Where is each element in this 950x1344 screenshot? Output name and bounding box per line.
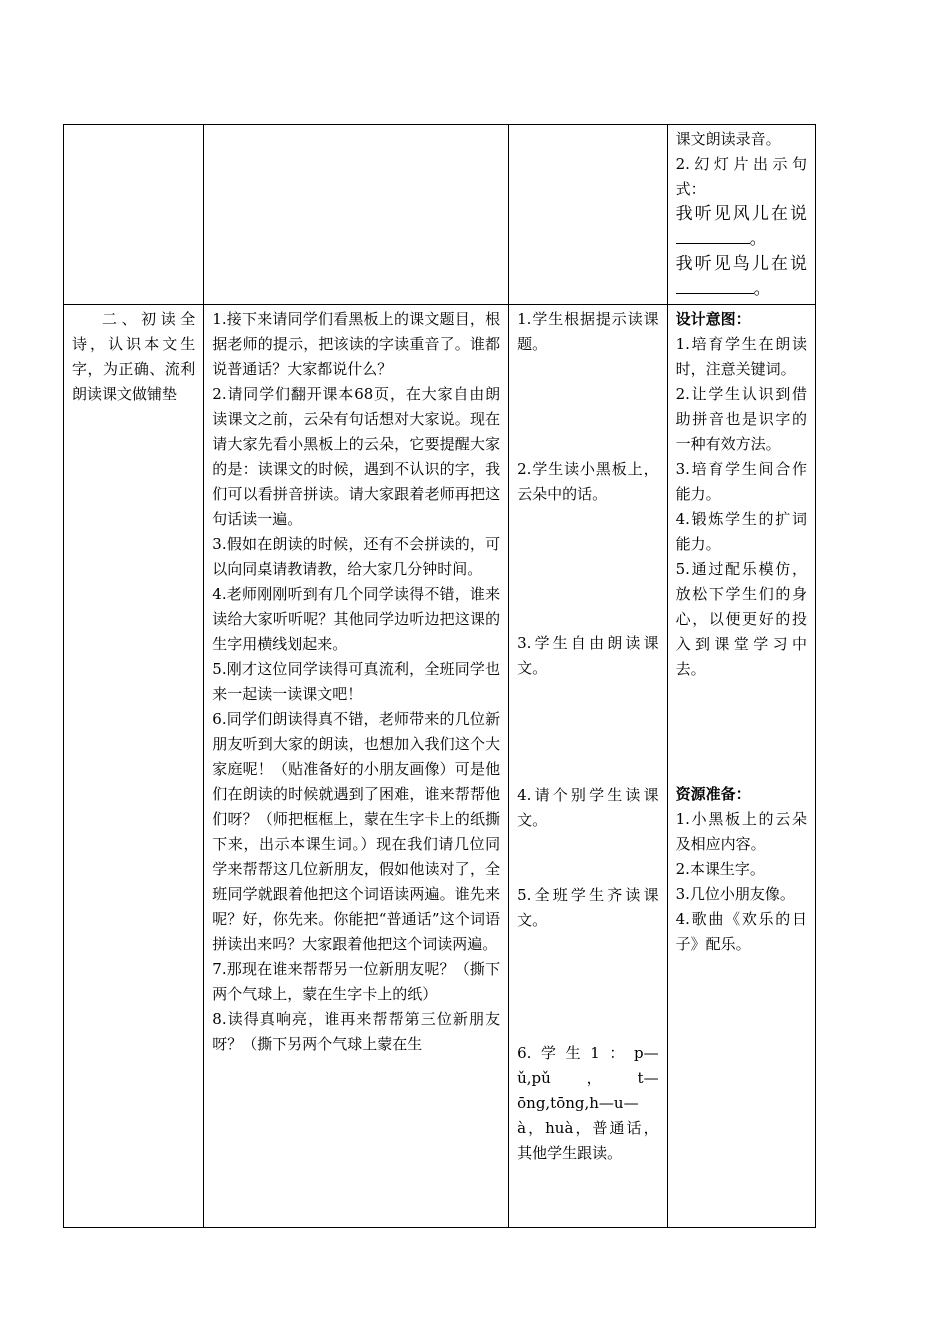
cell-design-resources: [667, 305, 815, 1228]
cell-student-activities: [509, 305, 667, 1228]
table-row-continuation: [64, 125, 816, 305]
spacer: [517, 833, 658, 883]
design-item: 3.培育学生间合作能力。: [675, 460, 807, 503]
cell-student-empty: [509, 125, 667, 305]
resource-item: 2.本课生字。: [675, 860, 765, 878]
student-step-2: 2.学生读小黑板上，云朵中的话。: [517, 460, 659, 503]
cell-stage-title: [64, 305, 204, 1228]
cell-resources-continued: [667, 125, 815, 305]
resource-prep-title: 资源准备：: [675, 785, 751, 803]
cell-stage-empty: [64, 125, 204, 305]
table-row-stage-two: [64, 305, 816, 1228]
teacher-step-1: 1.接下来请同学们看黑板上的课文题目，根据老师的提示，把该读的字读重音了。谁都说普通话？大家都说什么？: [212, 310, 501, 378]
student-step-4: 4.请个别学生读课文。: [517, 786, 659, 829]
text-line: 我听见风儿在说: [675, 204, 807, 224]
lesson-plan-table: [63, 124, 816, 1228]
text-line: 课文朗读录音。: [675, 130, 781, 148]
spacer: [676, 682, 807, 782]
teacher-step-4: 4.老师刚刚听到有几个同学读得不错，谁来读给大家听听呢？其他同学边听边把这课的生字用横线划起来。: [212, 585, 501, 653]
sentence-pattern-wind: [676, 202, 807, 252]
design-item: 4.锻炼学生的扩词能力。: [675, 510, 807, 553]
text-line: 。: [753, 279, 771, 299]
teacher-step-2: 2.请同学们翻开课本68页，在大家自由朗读课文之前，云朵有句话想对大家说。现在请大家先看小黑板上的云朵，它要提醒大家的是：读课文的时候，遇到不认识的字，我们可以看拼音拼读。请大家跟着老师再把这句话读一遍。: [212, 385, 501, 528]
spacer: [517, 681, 658, 783]
cell-teacher-activities: [204, 305, 509, 1228]
sentence-pattern-bird: [676, 252, 807, 302]
spacer: [517, 357, 658, 457]
design-item: 2.让学生认识到借助拼音也是识字的一种有效方法。: [675, 385, 807, 453]
student-step-3: 3.学生自由朗读课文。: [517, 634, 659, 677]
teacher-step-7: 7.那现在谁来帮帮另一位新朋友呢？（撕下两个气球上，蒙在生字卡上的纸）: [212, 960, 501, 1003]
spacer: [517, 933, 658, 1041]
teacher-step-8: 8.读得真响亮，谁再来帮帮第三位新朋友呀？（撕下另两个气球上蒙在生: [212, 1010, 501, 1053]
text-line: 2.幻灯片出示句式：: [675, 155, 807, 198]
design-intent-title: 设计意图：: [675, 310, 751, 328]
teacher-step-3: 3.假如在朗读的时候，还有不会拼读的，可以向同桌请教请教，给大家几分钟时间。: [212, 535, 501, 578]
resource-item: 1.小黑板上的云朵及相应内容。: [675, 810, 807, 853]
stage-title: 二、初读全诗，认识本文生字，为正确、流利朗读课文做铺垫: [72, 310, 196, 403]
cell-teacher-empty: [204, 125, 509, 305]
student-step-5: 5.全班学生齐读课文。: [517, 886, 659, 929]
student-step-6: 6.学生1：p—ǔ,pǔ，t—ōng,tōng,h—u—à，huà，普通话，其他学生跟读。: [517, 1044, 659, 1162]
fill-blank-line: [676, 279, 754, 294]
text-line: 我听见鸟儿在说: [675, 254, 807, 274]
fill-blank-line: [676, 229, 750, 244]
student-step-1: 1.学生根据提示读课题。: [517, 310, 659, 353]
design-item: 1.培育学生在朗读时，注意关键词。: [675, 335, 807, 378]
spacer: [517, 507, 658, 631]
design-item: 5.通过配乐模仿，放松下学生们的身心，以便更好的投入到课堂学习中去。: [675, 560, 807, 678]
text-line: 。: [749, 229, 767, 249]
teacher-step-6: 6.同学们朗读得真不错，老师带来的几位新朋友听到大家的朗读，也想加入我们这个大家庭呢！（贴准备好的小朋友画像）可是他们在朗读的时候就遇到了困难，谁来帮帮他们呀？（师把框框上，蒙在生字卡上的纸撕下来，出示本课生词。）现在我们请几位同学来帮帮这几位新朋友，假如他读对了，全班同学就跟着他把这个词语读两遍。谁先来呢？好，你先来。你能把“普通话”这个词语拼读出来吗？大家跟着他把这个词读两遍。: [212, 710, 501, 953]
resource-item: 4.歌曲《欢乐的日子》配乐。: [675, 910, 807, 953]
resource-item: 3.几位小朋友像。: [675, 885, 795, 903]
teacher-step-5: 5.刚才这位同学读得可真流利，全班同学也来一起读一读课文吧！: [212, 660, 501, 703]
